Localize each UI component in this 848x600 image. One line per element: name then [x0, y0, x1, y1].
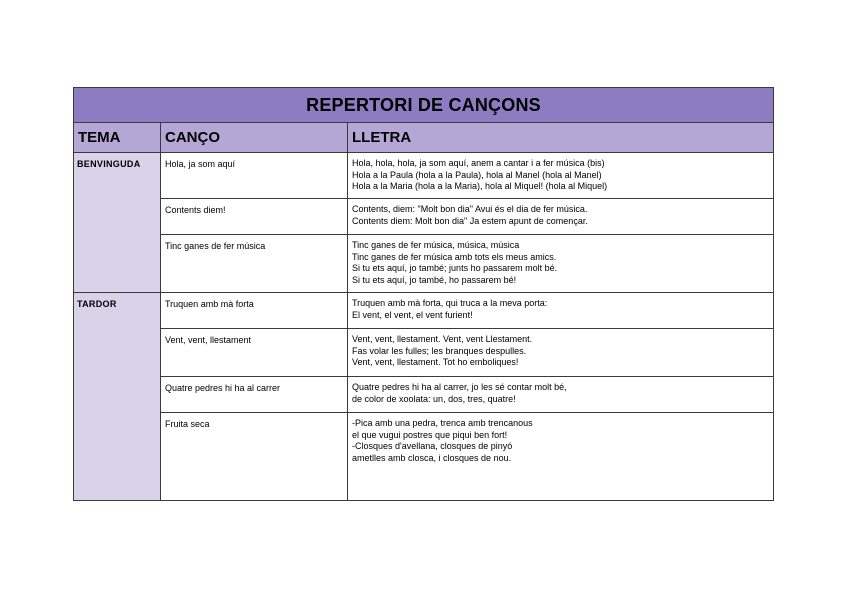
song-lyrics — [348, 377, 774, 413]
lyrics-line: Fas volar les fulles; les branques despulles. — [352, 345, 527, 356]
song-title: Truquen amb mà forta — [161, 293, 348, 329]
table-row — [74, 235, 774, 293]
song-title: Contents diem! — [161, 199, 348, 235]
lyrics-line: Contents diem: Molt bon dia" Ja estem apunt de començar. — [352, 215, 588, 226]
lyrics-line: Si tu ets aquí, jo també; junts ho passarem molt bé. — [352, 263, 558, 273]
song-lyrics — [348, 293, 774, 329]
lyrics-line: -Pica amb una pedra, trenca amb trencanous — [352, 418, 533, 428]
table-row — [74, 377, 774, 413]
song-lyrics — [348, 153, 774, 199]
theme-tardor: TARDOR — [74, 293, 161, 501]
lyrics-line: Hola, hola, hola, ja som aquí, anem a cantar i a fer música (bis) — [352, 158, 605, 168]
song-title: Fruita seca — [161, 413, 348, 501]
song-title: Hola, ja som aquí — [161, 153, 348, 199]
lyrics-line: Quatre pedres hi ha al carrer, jo les sé contar molt bé, — [352, 382, 567, 392]
header-canco: CANÇO — [161, 123, 348, 153]
table-row — [74, 153, 774, 199]
table-row — [74, 199, 774, 235]
lyrics-line: Hola a la Paula (hola a la Paula), hola al Manel (hola al Manel) — [352, 169, 602, 180]
lyrics-line: Vent, vent, llestament. Tot ho emboliques! — [352, 357, 519, 367]
table-row — [74, 413, 774, 501]
song-lyrics — [348, 199, 774, 235]
lyrics-line: ametlles amb closca, i closques de nou. — [352, 452, 512, 463]
lyrics-line: Tinc ganes de fer música amb tots els meus amics. — [352, 251, 557, 262]
theme-benvinguda: BENVINGUDA — [74, 153, 161, 293]
table-row — [74, 329, 774, 377]
lyrics-line: El vent, el vent, el vent furient! — [352, 309, 473, 320]
song-lyrics — [348, 235, 774, 293]
lyrics-line: Truquen amb mà forta, qui truca a la meva porta: — [352, 298, 548, 308]
lyrics-line: Hola a la Maria (hola a la Maria), hola al Miquel! (hola al Miquel) — [352, 181, 608, 191]
song-title: Quatre pedres hi ha al carrer — [161, 377, 348, 413]
table-title: REPERTORI DE CANÇONS — [74, 88, 774, 123]
song-lyrics — [348, 413, 774, 501]
lyrics-line: el que vugui postres que piqui ben fort! — [352, 429, 508, 440]
table-row — [74, 293, 774, 329]
lyrics-line: -Closques d'avellana, closques de pinyó — [352, 441, 513, 451]
lyrics-line: Vent, vent, llestament. Vent, vent Llestament. — [352, 334, 533, 344]
song-lyrics — [348, 329, 774, 377]
lyrics-line: Contents, diem: "Molt bon dia" Avui és el dia de fer música. — [352, 204, 588, 214]
lyrics-line: de color de xoolata: un, dos, tres, quatre! — [352, 393, 516, 404]
lyrics-line: Tinc ganes de fer música, música, música — [352, 240, 520, 250]
repertoire-table — [73, 87, 774, 501]
lyrics-line: Si tu ets aquí, jo també, ho passarem bé! — [352, 274, 517, 285]
song-title: Vent, vent, llestament — [161, 329, 348, 377]
header-tema: TEMA — [74, 123, 161, 153]
song-title: Tinc ganes de fer música — [161, 235, 348, 293]
header-lletra: LLETRA — [348, 123, 774, 153]
